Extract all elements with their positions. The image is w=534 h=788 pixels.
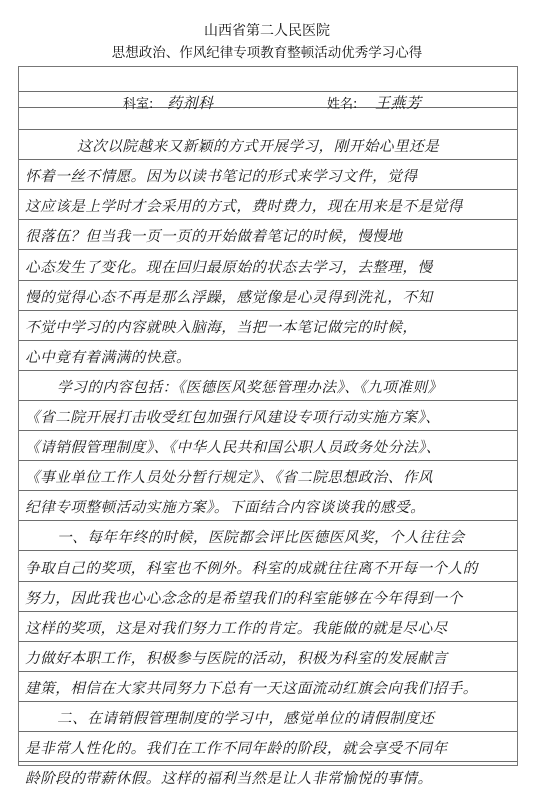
ruled-line (19, 129, 517, 130)
ruled-line (19, 430, 517, 431)
handwritten-line: 心态发生了变化。现在回归最原始的状态去学习，去整理，慢 (25, 258, 433, 276)
ruled-line (19, 490, 517, 491)
name-value: 王燕芳 (375, 94, 422, 112)
ruled-line (19, 731, 517, 732)
handwritten-line: 二、在请销假管理制度的学习中，感觉单位的请假制度还 (57, 710, 435, 727)
ruled-line (19, 107, 517, 108)
handwritten-line: 龄阶段的带薪休假。这样的福利当然是让人非常愉悦的事情。 (25, 770, 433, 788)
ruled-line (19, 460, 517, 461)
ruled-line (19, 400, 517, 401)
handwritten-line: 是非常人性化的。我们在工作不同年龄的阶段，就会享受不同年 (25, 740, 448, 758)
handwritten-line: 这应该是上学时才会采用的方式，费时费力，现在用来是不是觉得 (25, 198, 463, 216)
handwritten-line: 慢的觉得心态不再是那么浮躁，感觉像是心灵得到洗礼，不知 (25, 288, 433, 306)
ruled-line (19, 761, 517, 762)
dept-label: 科室: (123, 97, 154, 112)
handwritten-line: 这次以院越来又新颖的方式开展学习，刚开始心里还是 (77, 138, 440, 156)
handwritten-line: 《事业单位工作人员处分暂行规定》、《省二院思想政治、作风 (25, 469, 434, 487)
ruled-line (19, 611, 517, 612)
ruled-line (19, 641, 517, 642)
name-label: 姓名: (327, 97, 358, 112)
ruled-line (19, 550, 517, 551)
document-subtitle: 思想政治、作风纪律专项教育整顿活动优秀学习心得 (111, 45, 423, 61)
handwritten-line: 心中竟有着满满的快意。 (25, 348, 192, 366)
ruled-line (19, 581, 517, 582)
handwritten-line: 这样的奖项，这是对我们努力工作的肯定。我能做的就是尽心尽 (25, 619, 448, 637)
handwritten-line: 一、每年年终的时候，医院都会评比医德医风奖，个人往往会 (57, 529, 465, 547)
ruled-line (19, 370, 517, 371)
ruled-line (19, 340, 517, 341)
handwritten-line: 《省二院开展打击收受红包加强行风建设专项行动实施方案》、 (25, 409, 441, 426)
ruled-line (19, 520, 517, 521)
ruled-line (19, 249, 517, 250)
ruled-line (19, 701, 517, 702)
handwritten-line: 怀着一丝不情愿。因为以读书笔记的形式来学习文件，觉得 (25, 168, 418, 186)
dept-value: 药剂科 (167, 94, 214, 112)
ruled-line (19, 91, 517, 92)
handwritten-line: 《请销假管理制度》、《中华人民共和国公职人员政务处分法》、 (25, 439, 441, 457)
ruled-line (19, 189, 517, 190)
handwritten-line: 纪律专项整顿活动实施方案》。下面结合内容谈谈我的感受。 (25, 499, 426, 517)
handwritten-line: 力做好本职工作，积极参与医院的活动，积极为科室的发展献言 (25, 649, 448, 667)
ruled-line (19, 671, 517, 672)
ruled-line (19, 219, 517, 220)
ruled-line (19, 310, 517, 311)
ruled-line (19, 280, 517, 281)
handwritten-line: 学习的内容包括：《医德医风奖惩管理办法》、《九项准则》 (57, 378, 443, 396)
ruled-line (19, 159, 517, 160)
handwritten-line: 不觉中学习的内容就映入脑海，当把一本笔记做完的时候， (25, 318, 418, 336)
document-title: 山西省第二人民医院 (204, 23, 330, 39)
ruled-sheet (18, 66, 518, 788)
handwritten-line: 建策，相信在大家共同努力下总有一天这面流动红旗会向我们招手。 (25, 679, 478, 697)
handwritten-line: 努力，因此我也心心念念的是希望我们的科室能够在今年得到一个 (25, 589, 463, 607)
handwritten-line: 很落伍？但当我一页一页的开始做着笔记的时候，慢慢地 (25, 228, 403, 246)
handwritten-line: 争取自己的奖项，科室也不例外。科室的成就往往离不开每一个人的 (25, 559, 478, 577)
